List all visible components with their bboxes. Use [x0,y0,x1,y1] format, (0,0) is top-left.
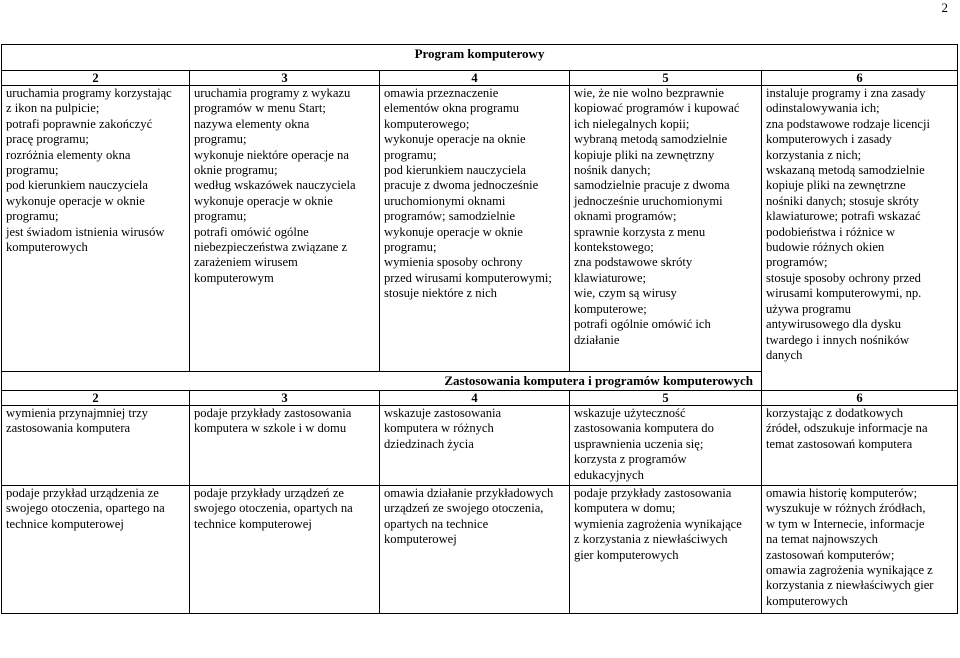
cell-text: wskazuje zastosowania komputera w różnych dziedzinach życia [384,406,502,451]
cell-text: wie, że nie wolno bezprawnie kopiować programów i kupować ich nielegalnych kopii; wybraną metodą samodzielnie kopiuje pliki na zewnętrzny nośnik danych; samodzielnie pracuje z dwoma jednocześnie uruchomionymi oknami programów; sprawnie korzysta z menu kontekstowego; zna podstawowe skróty klawiaturowe; wie, czym są wirusy komputerowe; potrafi ogólnie omówić ich działanie [574,86,740,347]
grade-number: 3 [190,391,380,406]
curriculum-table [1,44,958,614]
grade-number: 2 [2,71,190,86]
cell-text: uruchamia programy z wykazu programów w menu Start; nazywa elementy okna programu; wykonuje niektóre operacje na oknie programu; według wskazówek nauczyciela wykonuje operacje w oknie programu; potrafi omówić ogólne niebezpieczeństwa związane z zarażeniem wirusem komputerowym [194,86,356,285]
cell-text: uruchamia programy korzystając z ikon na pulpicie; potrafi poprawnie zakończyć pracę programu; rozróżnia elementy okna programu; pod kierunkiem nauczyciela wykonuje operacje w oknie programu; jest świadom istnienia wirusów komputerowych [6,86,172,255]
section-title-program: Program komputerowy [2,45,958,71]
requirements-cell [2,486,190,614]
spacer-cell [762,372,958,391]
cell-text: wymienia przynajmniej trzy zastosowania komputera [6,406,148,436]
cell-text: omawia działanie przykładowych urządzeń ze swojego otoczenia, opartych na technice komputerowej [384,486,554,547]
grade-number: 6 [762,71,958,86]
requirements-cell [380,486,570,614]
requirements-cell [190,406,380,486]
cell-text: podaje przykład urządzenia ze swojego otoczenia, opartego na technice komputerowej [6,486,165,531]
requirements-cell [380,86,570,372]
grade-number: 4 [380,391,570,406]
cell-text: omawia przeznaczenie elementów okna programu komputerowego; wykonuje operacje na oknie programu; pod kierunkiem nauczyciela pracuje z dwoma jednocześnie uruchomionymi oknami programów; samodzielnie wykonuje operacje w oknie programu; wymienia sposoby ochrony przed wirusami komputerowymi; stosuje niektóre z nich [384,86,552,301]
requirements-cell [2,406,190,486]
requirements-cell [190,86,380,372]
grade-number: 5 [570,71,762,86]
requirements-cell [380,406,570,486]
page-number: 2 [941,0,948,15]
cell-text: podaje przykłady zastosowania komputera w domu; wymienia zagrożenia wynikające z korzystania z niewłaściwych gier komputerowych [574,486,742,562]
cell-text: instaluje programy i zna zasady odinstalowywania ich; zna podstawowe rodzaje licencji komputerowych i zasady korzystania z nich; wskazaną metodą samodzielnie kopiuje pliki na zewnętrzne nośniki danych; stosuje skróty klawiaturowe; potrafi wskazać podobieństwa i różnice w budowie różnych okien programów; stosuje sposoby ochrony przed wirusami komputerowymi, np. używa programu antywirusowego dla dysku twardego i innych nośników danych [766,86,930,362]
grade-number: 3 [190,71,380,86]
grade-number: 6 [762,391,958,406]
requirements-cell [762,86,958,372]
cell-text: podaje przykłady urządzeń ze swojego otoczenia, opartych na technice komputerowej [194,486,353,531]
cell-text: omawia historię komputerów; wyszukuje w różnych źródłach, w tym w Internecie, informacje na temat najnowszych zastosowań komputerów; omawia zagrożenia wynikające z korzystania z niewłaściwych gier komputerowych [766,486,934,608]
requirements-cell [762,406,958,486]
grade-number: 5 [570,391,762,406]
requirements-cell [2,86,190,372]
section-title-applications: Zastosowania komputera i programów komputerowych [2,372,762,391]
requirements-cell [190,486,380,614]
cell-text: podaje przykłady zastosowania komputera w szkole i w domu [194,406,352,436]
requirements-cell [762,486,958,614]
requirements-cell [570,406,762,486]
grade-number: 4 [380,71,570,86]
requirements-cell [570,486,762,614]
cell-text: korzystając z dodatkowych źródeł, odszukuje informacje na temat zastosowań komputera [766,406,928,451]
grade-number: 2 [2,391,190,406]
requirements-cell [570,86,762,372]
cell-text: wskazuje użyteczność zastosowania komputera do usprawnienia uczenia się; korzysta z programów edukacyjnych [574,406,714,482]
